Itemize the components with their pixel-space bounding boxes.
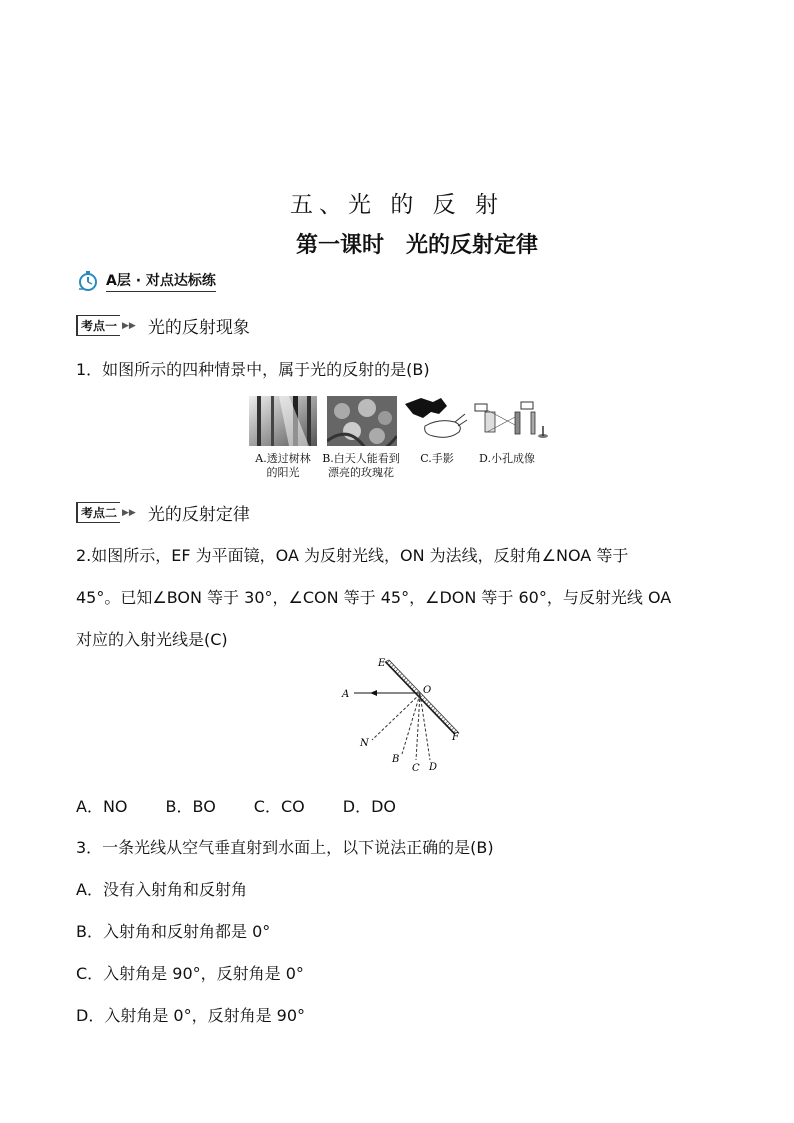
caption-b-line2: 漂亮的玫瑰花 [328, 466, 394, 479]
label-f: F [452, 732, 459, 743]
subtitle-lesson: 第一课时 [295, 233, 384, 258]
label-d: D [429, 762, 438, 773]
kp2-tag: 考点二 [76, 502, 120, 523]
caption-a-line1: A.透过树林 [255, 452, 311, 465]
subtitle-topic: 光的反射定律 [406, 233, 539, 258]
level-label: A层 · 对点达标练 [106, 270, 216, 292]
label-o: O [423, 685, 432, 696]
q2-option-b: B．BO [165, 797, 216, 816]
kp2-name: 光的反射定律 [147, 505, 250, 525]
knowledge-point-2 [76, 500, 250, 525]
label-a: A [342, 689, 350, 700]
q2-line-3: 对应的入射光线是(C) [76, 630, 228, 649]
caption-c: C.手影 [420, 452, 454, 465]
kp1-name: 光的反射现象 [147, 318, 250, 338]
stopwatch-icon [76, 269, 100, 293]
kp1-tag: 考点一 [76, 315, 120, 336]
label-e: E [378, 658, 386, 669]
q3-option-d: D．入射角是 0°，反射角是 90° [76, 1006, 306, 1025]
pinhole-camera-image [473, 398, 549, 444]
page-subtitle [0, 228, 794, 259]
label-b: B [392, 754, 400, 765]
q1-stem: 1．如图所示的四种情景中，属于光的反射的是(B) [76, 360, 430, 379]
caption-a-line2: 的阳光 [266, 466, 300, 479]
label-c: C [412, 763, 420, 774]
q3-option-b: B．入射角和反射角都是 0° [76, 922, 271, 941]
knowledge-point-1 [76, 313, 250, 338]
q3-option-a: A．没有入射角和反射角 [76, 880, 247, 899]
level-header [76, 268, 216, 294]
q2-option-a: A．NO [76, 797, 128, 816]
arrow-icon [370, 690, 377, 696]
forest-sunlight-image [249, 396, 317, 446]
hand-shadow-image [403, 396, 469, 446]
q2-option-c: C．CO [253, 797, 305, 816]
plane-mirror [385, 660, 458, 734]
q2-option-d: D．DO [342, 797, 396, 816]
caption-d: D.小孔成像 [479, 452, 535, 465]
q3-stem: 3．一条光线从空气垂直射到水面上，以下说法正确的是(B) [76, 838, 494, 857]
q2-options [76, 794, 434, 817]
q3-option-c: C．入射角是 90°，反射角是 0° [76, 964, 304, 983]
page-title: 五、光 的 反 射 [290, 192, 504, 218]
q1-figure [249, 396, 549, 480]
double-arrow-icon: ▶▶ [122, 507, 136, 518]
q2-line-2: 45°。已知∠BON 等于 30°，∠CON 等于 45°，∠DON 等于 60°，与反射光线 OA [76, 588, 672, 607]
roses-image [327, 396, 397, 446]
label-n: N [360, 738, 369, 749]
mirror-diagram [330, 656, 470, 776]
caption-b [315, 452, 407, 480]
caption-b-line1: B.白天人能看到 [322, 452, 400, 465]
caption-a [249, 452, 317, 480]
normal-line-on [372, 694, 420, 740]
double-arrow-icon: ▶▶ [122, 320, 136, 331]
q2-line-1: 2.如图所示，EF 为平面镜，OA 为反射光线，ON 为法线，反射角∠NOA 等于 [76, 546, 629, 565]
